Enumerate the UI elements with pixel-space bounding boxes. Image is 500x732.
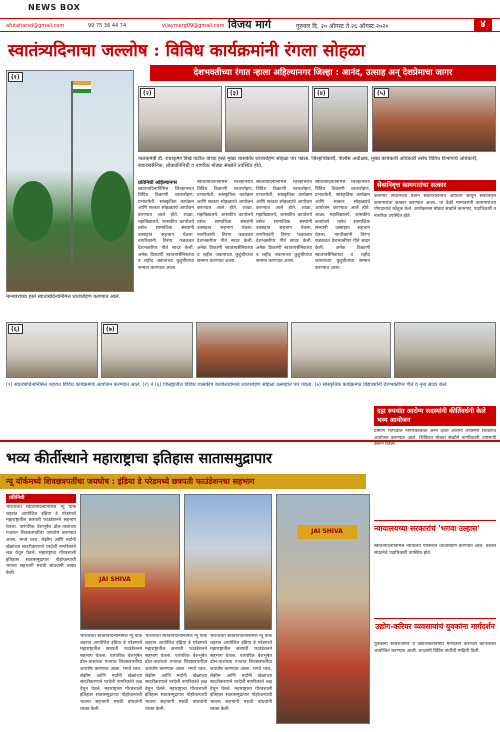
box3-title: न्यायालयच्या सरकारांचं 'भगवा उल्हास' bbox=[374, 524, 480, 533]
photo-ceremony-6 bbox=[6, 322, 98, 378]
lead-headline: स्वातंत्र्यदिनाचा जल्लोष : विविध कार्यक्रमांनी रंगला सोहळा bbox=[8, 41, 366, 61]
photo-ceremony-10 bbox=[394, 322, 496, 378]
photo-ceremony-2 bbox=[138, 86, 222, 152]
box-divider bbox=[374, 618, 496, 619]
box1-text: कामगार संघटनेच्या वतीने स्वातंत्र्यदिनाचे औचित्य साधून सेवानिवृत्त कामगारांचा सत्कार करण्यात आला. या वेळी मान्यवरांनी कामगारांच्या योगदानाचे कौतुक केले. कार्यक्रमास मोठ्या संख्येने कामगार, पदाधिकारी व नागरिक उपस्थित होते. bbox=[374, 194, 496, 219]
article-column-3: स्वातंत्र्यदिनानिमित्त जिल्हाभरात विविध ठिकाणी ध्वजारोहण, प्रभातफेरी, सांस्कृतिक कार्यक्रम आणि सत्कार सोहळ्यांचे आयोजन करण्यात आले होते. शाळा, महाविद्यालये, शासकीय कार्यालये तसेच सामाजिक संस्थांनी उत्साहात सहभाग घेतला. नागरिकांनी तिरंगा फडकवत देशभक्तीपर गीते सादर केली. अनेक ठिकाणी स्वातंत्र्यसैनिकांचा व शहीद जवानांच्या कुटुंबीयांचा सन्मान करण्यात आला. bbox=[256, 180, 312, 265]
flagpole bbox=[71, 81, 73, 261]
second-column-1: भारताच्या स्वातंत्र्यदिनानिमित्त न्यू यॉर्क शहरात आयोजित इंडिया डे परेडमध्ये महाराष्ट्रातील छत्रपती फाउंडेशनने सहभाग घेतला. पारंपरिक वेशभूषेत ढोल-ताशांच्या गजरात शिवछत्रपतींचा जयघोष करण्यात आला. भगवे ध्वज, लेझीम आणि मर्दानी खेळांच्या सादरीकरणाने परदेशी नागरिकांचे लक्ष वेधून घेतले. महाराष्ट्राचा गौरवशाली इतिहास सातासमुद्रापार पोहोचल्याची भावना सहभागी मराठी बांधवांनी व्यक्त केली. bbox=[6, 505, 76, 576]
article-column-4: स्वातंत्र्यदिनानिमित्त जिल्हाभरात विविध ठिकाणी ध्वजारोहण, प्रभातफेरी, सांस्कृतिक कार्यक्रम आणि सत्कार सोहळ्यांचे आयोजन करण्यात आले होते. शाळा, महाविद्यालये, शासकीय कार्यालये तसेच सामाजिक संस्थांनी उत्साहात सहभाग घेतला. नागरिकांनी तिरंगा फडकवत देशभक्तीपर गीते सादर केली. अनेक ठिकाणी स्वातंत्र्यसैनिकांचा व शहीद जवानांच्या कुटुंबीयांचा सन्मान करण्यात आला. bbox=[315, 180, 370, 271]
newspaper-logo: विजय मार्ग bbox=[228, 18, 271, 31]
photo-ceremony-9 bbox=[291, 322, 391, 378]
photo-ceremony-4 bbox=[312, 86, 368, 152]
newsbox-label: NEWS BOX bbox=[28, 3, 81, 12]
photo-number: (३) bbox=[227, 88, 242, 98]
box-career bbox=[374, 622, 496, 728]
page-header bbox=[0, 18, 500, 32]
second-subhead: न्यू यॉर्कमध्ये शिवछत्रपतींचा जयघोष : इंडिया डे परेडमध्ये छत्रपती फाउंडेशनचा सहभाग bbox=[0, 474, 366, 489]
second-article bbox=[6, 494, 76, 728]
photo-ceremony-5 bbox=[372, 86, 496, 152]
indian-flag-icon bbox=[73, 81, 91, 93]
parade-banner: JAI SHIVA bbox=[297, 525, 357, 539]
box3-text: स्वातंत्र्यदिनानिमित्त न्यायालय परिसरात ध्वजारोहण करण्यात आले. वकील संघटनेचे पदाधिकारी उपस्थित होते. bbox=[374, 544, 496, 556]
article-column-1: स्वातंत्र्यदिनानिमित्त जिल्हाभरात विविध ठिकाणी ध्वजारोहण, प्रभातफेरी, सांस्कृतिक कार्यक्रम आणि सत्कार सोहळ्यांचे आयोजन करण्यात आले होते. शाळा, महाविद्यालये, शासकीय कार्यालये तसेच सामाजिक संस्थांनी उत्साहात सहभाग घेतला. नागरिकांनी तिरंगा फडकवत देशभक्तीपर गीते सादर केली. अनेक ठिकाणी स्वातंत्र्यसैनिकांचा व शहीद जवानांच्या कुटुंबीयांचा सन्मान करण्यात आला. bbox=[138, 186, 194, 271]
box-health-camp bbox=[374, 406, 496, 518]
second-kicker: प्रतिनिधी bbox=[6, 494, 76, 503]
tree-graphic bbox=[13, 181, 53, 241]
photo-number: (१) bbox=[8, 72, 23, 82]
photo-number: (५) bbox=[374, 88, 389, 98]
issue-date: गुरुवार दि. २० ऑगस्ट ते २६ ऑगस्ट २०२० bbox=[296, 23, 389, 30]
bottom-photo-caption: (१) स्वातंत्र्यदिनानिमित्त शहरात विविध कार्यक्रमांचे आयोजन करण्यात आले. (२) ते (६) जिल्ह्यातील विविध शासकीय कार्यालयांमध्ये ध्वजारोहण सोहळा उत्साहात पार पडला. (७) सांस्कृतिक कार्यक्रमात विद्यार्थ्यांनी देशभक्तीपर गीते व नृत्य सादर केले. bbox=[6, 382, 448, 388]
box4-title: उद्योग-करियर व्यवसायांचं युवकांना मार्गदर्शन bbox=[375, 622, 495, 631]
photo-ceremony-3 bbox=[225, 86, 309, 152]
lead-subhead: देशभक्तीच्या रंगात न्हाला अहिल्यानगर जिल्हा : आनंद, उत्साह अन् देशप्रेमाचा जागर bbox=[150, 65, 496, 81]
photo-flag-hoisting bbox=[6, 70, 134, 292]
photo-parade-2 bbox=[184, 494, 272, 630]
photo1-caption: मान्यवरांच्या हस्ते स्वातंत्र्यदिनानिमित्त ध्वजारोहण करण्यात आले. bbox=[6, 294, 121, 300]
photo-parade-3 bbox=[276, 494, 370, 724]
box-court bbox=[374, 524, 496, 616]
photo-row-caption: पालकमंत्री डॉ. राधाकृष्ण विखे पाटील यांच्या हस्ते मुख्य शासकीय ध्वजारोहण सोहळा पार पडला. जिल्हाधिकारी, पोलीस अधीक्षक, मुख्य कार्यकारी अधिकारी तसेच विविध विभागांचे अधिकारी, स्वातंत्र्यसैनिक, लोकप्रतिनिधी व नागरिक मोठ्या संख्येने उपस्थित होते. bbox=[138, 156, 478, 169]
photo-parade-1 bbox=[80, 494, 180, 630]
photo-ceremony-8 bbox=[196, 322, 288, 378]
photo-ceremony-7 bbox=[101, 322, 193, 378]
box2-text: ग्रामीण भागातील नागरिकांसाठी अल्प दरात आरोग्य तपासणी शिबिराचे आयोजन करण्यात आले. शिबिरात मोठ्या संख्येने नागरिकांनी तपासणी करून घेतली. bbox=[374, 429, 496, 448]
photo-number: (२) bbox=[140, 88, 155, 98]
parade-banner: JAI SHIVA bbox=[85, 573, 145, 587]
page-number: ४ bbox=[474, 18, 492, 32]
photo-number: (७) bbox=[103, 324, 118, 334]
second-column-4: भारताच्या स्वातंत्र्यदिनानिमित्त न्यू यॉर्क शहरात आयोजित इंडिया डे परेडमध्ये महाराष्ट्रातील छत्रपती फाउंडेशनने सहभाग घेतला. पारंपरिक वेशभूषेत ढोल-ताशांच्या गजरात शिवछत्रपतींचा जयघोष करण्यात आला. भगवे ध्वज, लेझीम आणि मर्दानी खेळांच्या सादरीकरणाने परदेशी नागरिकांचे लक्ष वेधून घेतले. महाराष्ट्राचा गौरवशाली इतिहास सातासमुद्रापार पोहोचल्याची भावना सहभागी मराठी बांधवांनी व्यक्त केली. bbox=[210, 634, 272, 712]
second-column-3: भारताच्या स्वातंत्र्यदिनानिमित्त न्यू यॉर्क शहरात आयोजित इंडिया डे परेडमध्ये महाराष्ट्रातील छत्रपती फाउंडेशनने सहभाग घेतला. पारंपरिक वेशभूषेत ढोल-ताशांच्या गजरात शिवछत्रपतींचा जयघोष करण्यात आला. भगवे ध्वज, लेझीम आणि मर्दानी खेळांच्या सादरीकरणाने परदेशी नागरिकांचे लक्ष वेधून घेतले. महाराष्ट्राचा गौरवशाली इतिहास सातासमुद्रापार पोहोचल्याची भावना सहभागी मराठी बांधवांनी व्यक्त केली. bbox=[145, 634, 207, 712]
article-kicker: प्रतिनिधी अहिल्यानगर bbox=[138, 180, 178, 186]
box-retired-workers bbox=[374, 180, 496, 320]
photo-number: (६) bbox=[8, 324, 23, 334]
second-headline: भव्य कीर्तीस्थाने महाराष्ट्राचा इतिहास सातासमुद्रापार bbox=[6, 450, 272, 467]
box-divider bbox=[374, 520, 496, 521]
header-email-2: vijaymarg09@gmail.com bbox=[162, 23, 225, 29]
tree-graphic bbox=[91, 171, 131, 241]
box2-title: दहा रुपयांत आरोग्य सदस्यांनी कीर्तिवर्धनी केले भव्य आयोजन bbox=[374, 406, 496, 426]
second-column-2: भारताच्या स्वातंत्र्यदिनानिमित्त न्यू यॉर्क शहरात आयोजित इंडिया डे परेडमध्ये महाराष्ट्रातील छत्रपती फाउंडेशनने सहभाग घेतला. पारंपरिक वेशभूषेत ढोल-ताशांच्या गजरात शिवछत्रपतींचा जयघोष करण्यात आला. भगवे ध्वज, लेझीम आणि मर्दानी खेळांच्या सादरीकरणाने परदेशी नागरिकांचे लक्ष वेधून घेतले. महाराष्ट्राचा गौरवशाली इतिहास सातासमुद्रापार पोहोचल्याची भावना सहभागी मराठी बांधवांनी व्यक्त केली. bbox=[80, 634, 142, 712]
header-email: afutaharsd@gmail.com bbox=[6, 23, 65, 29]
photo-number: (४) bbox=[314, 88, 329, 98]
box4-text: युवकांना स्वयंरोजगार व उद्योजकतेविषयी मार्गदर्शन करणारी कार्यशाळा आयोजित करण्यात आली. तज्ज्ञांनी विविध संधींची माहिती दिली. bbox=[374, 642, 496, 654]
second-article-columns bbox=[80, 634, 272, 728]
lead-article bbox=[138, 180, 370, 320]
box1-title: सेवानिवृत्त कामगारांचा सत्कार bbox=[374, 180, 496, 191]
header-phone: 99 75 36 44 74 bbox=[88, 23, 127, 29]
article-column-2: स्वातंत्र्यदिनानिमित्त जिल्हाभरात विविध ठिकाणी ध्वजारोहण, प्रभातफेरी, सांस्कृतिक कार्यक्रम आणि सत्कार सोहळ्यांचे आयोजन करण्यात आले होते. शाळा, महाविद्यालये, शासकीय कार्यालये तसेच सामाजिक संस्थांनी उत्साहात सहभाग घेतला. नागरिकांनी तिरंगा फडकवत देशभक्तीपर गीते सादर केली. अनेक ठिकाणी स्वातंत्र्यसैनिकांचा व शहीद जवानांच्या कुटुंबीयांचा सन्मान करण्यात आला. bbox=[197, 180, 253, 265]
